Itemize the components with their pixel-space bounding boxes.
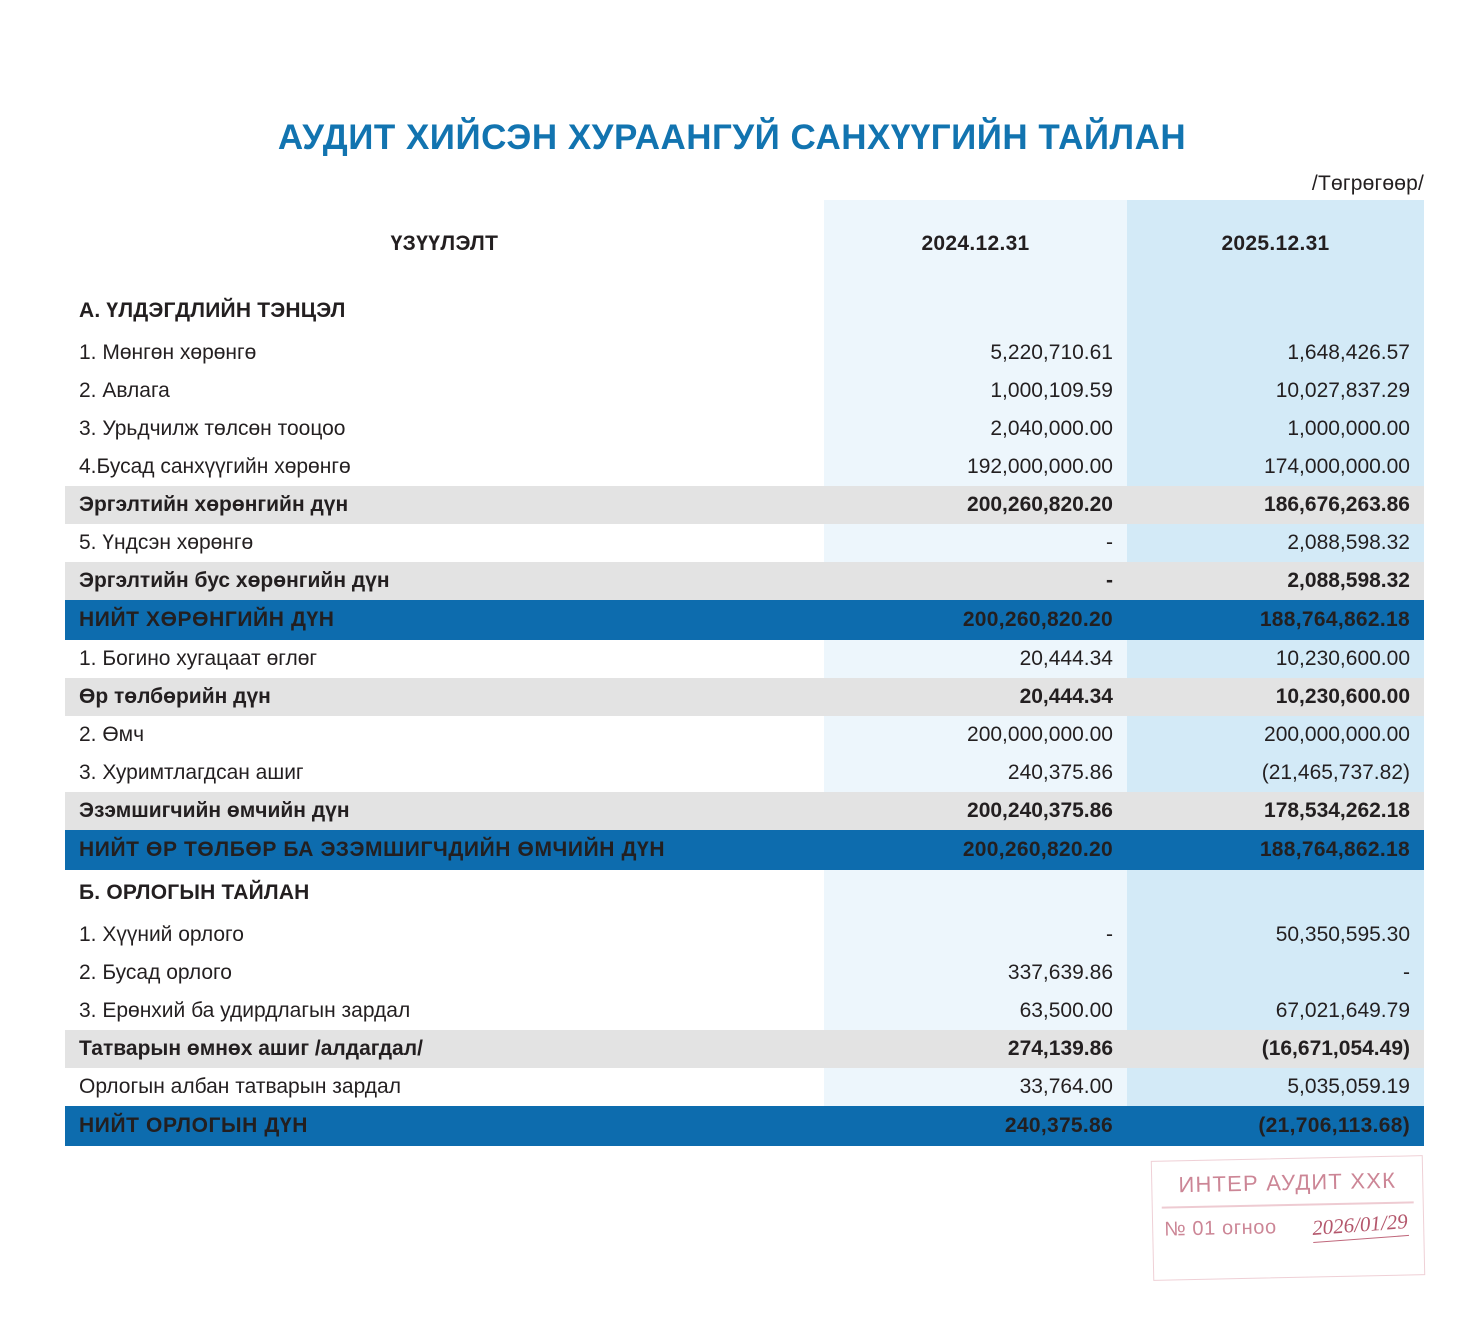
row-label: Эзэмшигчийн өмчийн дүн — [65, 792, 824, 830]
table-header-row — [65, 200, 1424, 288]
table-row — [65, 1030, 1424, 1068]
row-value-period-2: 200,000,000.00 — [1127, 716, 1424, 754]
row-value-period-1: - — [824, 524, 1127, 562]
row-value-period-2: - — [1127, 954, 1424, 992]
row-label: 2. Өмч — [79, 722, 145, 746]
row-label: А. ҮЛДЭГДЛИЙН ТЭНЦЭЛ — [79, 298, 346, 322]
row-value-period-1: 33,764.00 — [824, 1068, 1127, 1106]
row-value-period-2: 186,676,263.86 — [1127, 486, 1424, 524]
row-label: 1. Богино хугацаат өглөг — [79, 646, 318, 670]
stamp-company-name: ИНТЕР АУДИТ ХХК — [1178, 1167, 1397, 1198]
row-value-period-1: 200,260,820.20 — [824, 600, 1127, 640]
row-value-period-1: 240,375.86 — [824, 1106, 1127, 1146]
row-value-period-1: 5,220,710.61 — [824, 334, 1127, 372]
table-row — [65, 754, 1424, 792]
row-value-period-1: 200,260,820.20 — [824, 486, 1127, 524]
row-value-period-2: 5,035,059.19 — [1127, 1068, 1424, 1106]
row-value-period-1: 192,000,000.00 — [824, 448, 1127, 486]
row-value-period-2: 188,764,862.18 — [1127, 600, 1424, 640]
row-value-period-1: - — [824, 562, 1127, 600]
row-value-period-1: 63,500.00 — [824, 992, 1127, 1030]
row-value-period-1: 240,375.86 — [824, 754, 1127, 792]
row-label: НИЙТ ӨР ТӨЛБӨР БА ЭЗЭМШИГЧДИЙН ӨМЧИЙН ДҮН — [65, 830, 824, 870]
table-row — [65, 1068, 1424, 1106]
row-value-period-2: (21,706,113.68) — [1127, 1106, 1424, 1146]
table-row — [65, 1106, 1424, 1146]
column-header-indicator: ҮЗҮҮЛЭЛТ — [390, 231, 499, 255]
row-value-period-2: 1,648,426.57 — [1127, 334, 1424, 372]
table-row — [65, 600, 1424, 640]
row-value-period-2: 10,230,600.00 — [1127, 640, 1424, 678]
table-row — [65, 448, 1424, 486]
row-value-period-2: 10,230,600.00 — [1127, 678, 1424, 716]
row-value-period-1 — [824, 288, 1127, 334]
table-row — [65, 916, 1424, 954]
row-value-period-2: 50,350,595.30 — [1127, 916, 1424, 954]
row-value-period-1: - — [824, 916, 1127, 954]
row-value-period-1: 20,444.34 — [824, 678, 1127, 716]
row-value-period-2 — [1127, 288, 1424, 334]
table-row — [65, 288, 1424, 334]
table-row — [65, 486, 1424, 524]
table-row — [65, 678, 1424, 716]
row-value-period-1: 1,000,109.59 — [824, 372, 1127, 410]
table-row — [65, 870, 1424, 916]
row-label: Эргэлтийн бус хөрөнгийн дүн — [65, 562, 824, 600]
table-row — [65, 334, 1424, 372]
table-row — [65, 830, 1424, 870]
row-label: 3. Урьдчилж төлсөн тооцоо — [79, 416, 346, 440]
table-row — [65, 716, 1424, 754]
row-value-period-2: (16,671,054.49) — [1127, 1030, 1424, 1068]
row-value-period-1: 274,139.86 — [824, 1030, 1127, 1068]
row-value-period-2: 10,027,837.29 — [1127, 372, 1424, 410]
stamp-number-label: № 01 огноо — [1163, 1216, 1277, 1241]
column-header-period-2: 2025.12.31 — [1127, 200, 1424, 288]
row-label: 3. Хуримтлагдсан ашиг — [79, 760, 304, 784]
table-row — [65, 792, 1424, 830]
row-label: 2. Авлага — [79, 378, 170, 402]
row-value-period-2: 2,088,598.32 — [1127, 562, 1424, 600]
table-row — [65, 992, 1424, 1030]
table-row — [65, 524, 1424, 562]
table-row — [65, 954, 1424, 992]
auditor-stamp — [1151, 1155, 1425, 1281]
row-label: 1. Мөнгөн хөрөнгө — [79, 340, 257, 364]
column-header-period-1: 2024.12.31 — [824, 200, 1127, 288]
row-value-period-1: 337,639.86 — [824, 954, 1127, 992]
row-value-period-2: 67,021,649.79 — [1127, 992, 1424, 1030]
page-title: АУДИТ ХИЙСЭН ХУРААНГУЙ САНХҮҮГИЙН ТАЙЛАН — [277, 118, 1187, 157]
financial-statement-table — [65, 200, 1424, 1146]
row-value-period-2: 1,000,000.00 — [1127, 410, 1424, 448]
row-label: Өр төлбөрийн дүн — [65, 678, 824, 716]
row-label: 3. Ерөнхий ба удирдлагын зардал — [79, 998, 411, 1022]
row-label: 1. Хүүний орлого — [79, 922, 244, 946]
row-label: 4.Бусад санхүүгийн хөрөнгө — [79, 454, 351, 478]
row-label: Б. ОРЛОГЫН ТАЙЛАН — [79, 880, 310, 904]
table-row — [65, 410, 1424, 448]
row-value-period-1: 200,000,000.00 — [824, 716, 1127, 754]
row-value-period-2 — [1127, 870, 1424, 916]
table-row — [65, 640, 1424, 678]
row-label: НИЙТ ХӨРӨНГИЙН ДҮН — [65, 600, 824, 640]
table-row — [65, 372, 1424, 410]
table-body — [65, 200, 1424, 1146]
stamp-handwritten-date: 2026/01/29 — [1311, 1209, 1408, 1243]
row-value-period-1 — [824, 870, 1127, 916]
row-value-period-2: 178,534,262.18 — [1127, 792, 1424, 830]
row-value-period-1: 200,240,375.86 — [824, 792, 1127, 830]
row-value-period-2: (21,465,737.82) — [1127, 754, 1424, 792]
row-value-period-1: 200,260,820.20 — [824, 830, 1127, 870]
row-label: Татварын өмнөх ашиг /алдагдал/ — [65, 1030, 824, 1068]
currency-unit-note: /Төгрөгөөр/ — [1311, 172, 1424, 195]
table-row — [65, 562, 1424, 600]
row-value-period-2: 188,764,862.18 — [1127, 830, 1424, 870]
row-label: 5. Үндсэн хөрөнгө — [79, 530, 254, 554]
row-label: 2. Бусад орлого — [79, 960, 232, 984]
row-value-period-2: 174,000,000.00 — [1127, 448, 1424, 486]
row-value-period-1: 2,040,000.00 — [824, 410, 1127, 448]
row-label: Орлогын албан татварын зардал — [79, 1074, 401, 1098]
row-value-period-1: 20,444.34 — [824, 640, 1127, 678]
row-value-period-2: 2,088,598.32 — [1127, 524, 1424, 562]
row-label: Эргэлтийн хөрөнгийн дүн — [65, 486, 824, 524]
row-label: НИЙТ ОРЛОГЫН ДҮН — [65, 1106, 824, 1146]
